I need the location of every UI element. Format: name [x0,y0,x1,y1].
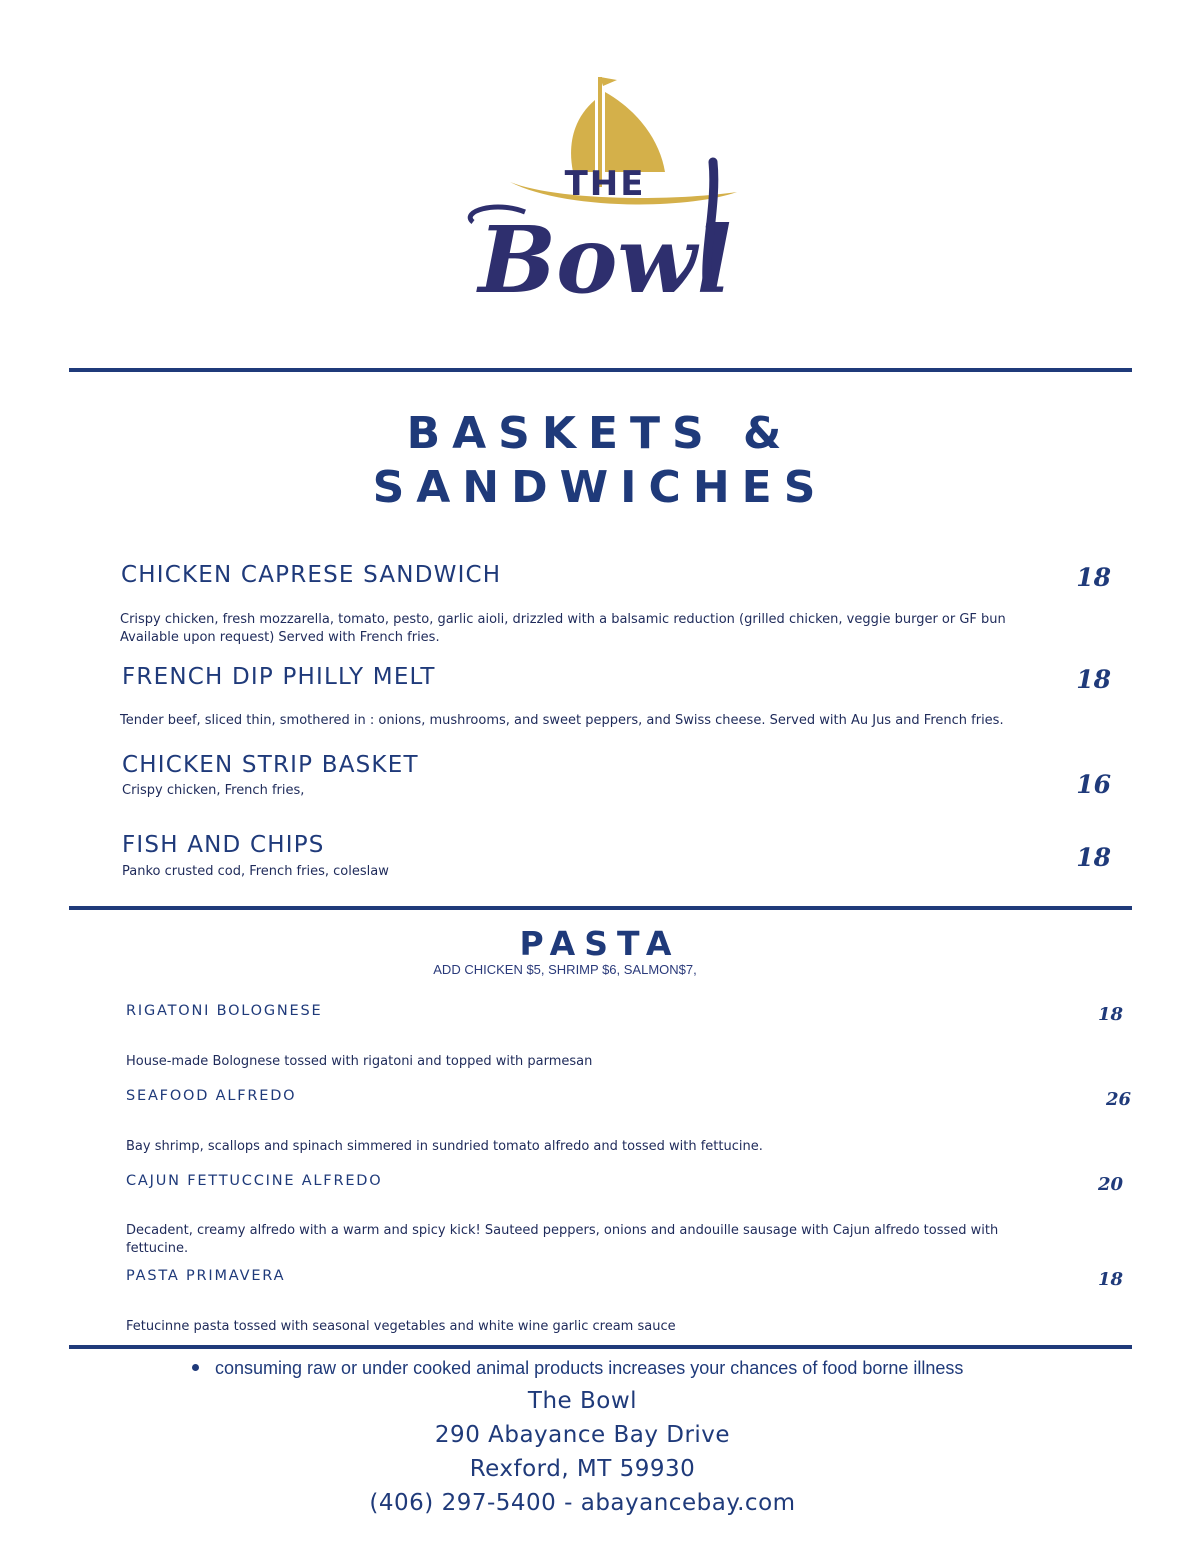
pasta-item-description: Decadent, creamy alfredo with a warm and spicy kick! Sauteed peppers, onions and andouille sausage with Cajun alfredo tossed with fettucine. [126,1223,999,1256]
right-sail-icon [605,92,665,172]
menu-item-name: FISH AND CHIPS [122,832,325,858]
footer-contact[interactable]: (406) 297-5400 - abayancebay.com [369,1490,796,1516]
logo-the-text: THE [564,164,646,204]
menu-item-price: 18 [1076,563,1111,592]
logo-bowl-text: Bowl [478,206,732,314]
menu-item-price: 18 [1076,843,1111,872]
pasta-item-name: CAJUN FETTUCCINE ALFREDO [126,1173,383,1189]
middle-divider [69,906,1132,910]
menu-item-name: FRENCH DIP PHILLY MELT [122,664,436,690]
footer-address: 290 Abayance Bay Drive [434,1422,731,1448]
bottom-divider [69,1345,1132,1349]
menu-item-price: 18 [1076,665,1111,694]
pasta-item-name: RIGATONI BOLOGNESE [126,1003,323,1019]
bullet-icon [192,1364,199,1371]
food-safety-warning-text: consuming raw or under cooked animal products increases your chances of food borne illness [215,1358,964,1378]
pasta-item-price: 20 [1097,1174,1123,1195]
section-title-line1: BASKETS & [406,408,794,459]
menu-item-description: Panko crusted cod, French fries, coleslaw [122,864,389,879]
pasta-item-description: Fetucinne pasta tossed with seasonal vegetables and white wine garlic cream sauce [126,1319,676,1334]
pasta-item-name: PASTA PRIMAVERA [126,1268,286,1284]
menu-item-name: CHICKEN CAPRESE SANDWICH [121,562,502,588]
pasta-addons-note: ADD CHICKEN $5, SHRIMP $6, SALMON$7, [433,962,697,977]
pasta-item-description: Bay shrimp, scallops and spinach simmered in sundried tomato alfredo and tossed with fettucine. [126,1139,763,1154]
section-title-baskets [0,408,1200,514]
pasta-item-price: 18 [1097,1269,1123,1290]
menu-item-description: Tender beef, sliced thin, smothered in : onions, mushrooms, and sweet peppers, and Swiss cheese. Served with Au Jus and French fries. [120,713,1004,728]
pasta-item-price: 18 [1097,1004,1123,1025]
food-safety-warning [192,1358,963,1379]
menu-item-description: Crispy chicken, fresh mozzarella, tomato, pesto, garlic aioli, drizzled with a balsamic reduction (grilled chicken, veggie burger or GF bun Available upon request) Served with French fries. [120,612,1006,645]
the-bowl-logo [455,72,745,322]
flag-icon [600,77,617,86]
top-divider [69,368,1132,372]
footer-restaurant-name: The Bowl [527,1388,638,1414]
pasta-item-name: SEAFOOD ALFREDO [126,1088,297,1104]
pasta-item-description: House-made Bolognese tossed with rigatoni and topped with parmesan [126,1054,593,1069]
menu-item-name: CHICKEN STRIP BASKET [122,752,419,778]
pasta-item-price: 26 [1105,1089,1131,1110]
menu-item-price: 16 [1076,770,1111,799]
menu-item-description: Crispy chicken, French fries, [122,783,305,798]
section-title-line2: SANDWICHES [372,462,828,513]
left-sail-icon [571,100,595,172]
section-title-pasta: PASTA [519,924,681,963]
footer-city: Rexford, MT 59930 [469,1456,696,1482]
